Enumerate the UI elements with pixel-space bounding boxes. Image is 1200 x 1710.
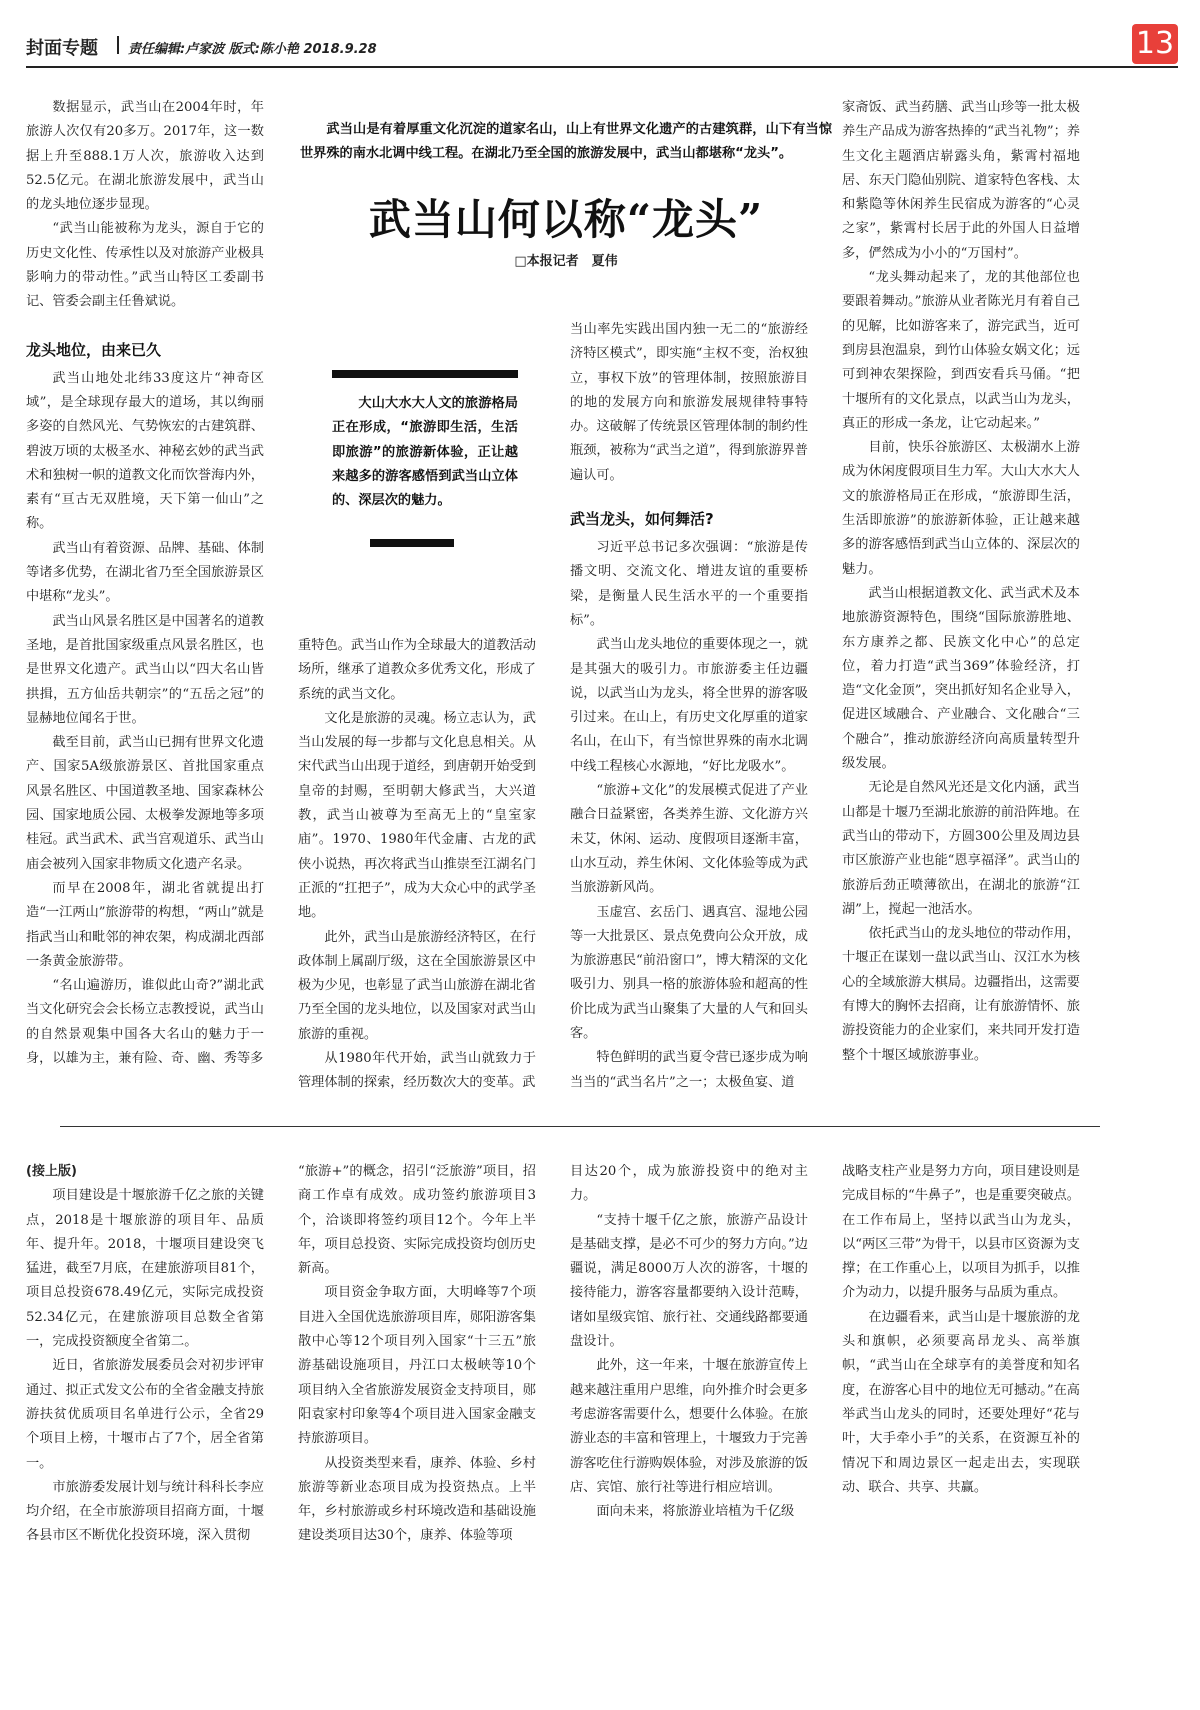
paragraph: 截至目前，武当山已拥有世界文化遗产、国家5A级旅游景区、首批国家重点风景名胜区、中国道教圣地、国家森林公园、国家地质公园、太极拳发源地等多项桂冠。武当武术、武当宫观道乐、武当山庙会被列入国家非物质文化遗产名录。 — [26, 735, 264, 872]
section-heading-dragon-dance: 武当龙头，如何舞活? — [570, 510, 714, 529]
paragraph: 文化是旅游的灵魂。杨立志认为，武当山发展的每一步都与文化息息相关。从宋代武当山出现于道经，到唐朝开始受到皇帝的封赐，至明朝大修武当，大兴道教，武当山被尊为至高无上的“皇室家庙”。1970、1980年代金庸、古龙的武侠小说热，再次将武当山推崇至江湖名门正派的“扛把子”，成为大众心中的武学圣地。 — [298, 710, 536, 921]
pull-quote-bottom-bar — [370, 539, 454, 547]
paragraph: 近日，省旅游发展委员会对初步评审通过、拟正式发文公布的全省金融支持旅游扶贫优质项目名单进行公示，全省29个项目上榜，十堰市占了7个，居全省第一。 — [26, 1358, 264, 1471]
section-label: 封面专题 — [26, 38, 98, 59]
paragraph: 项目资金争取方面，大明峰等7个项目进入全国优选旅游项目库，郧阳游客集散中心等12个项目列入国家“十三五”旅游基础设施项目，丹江口太极峡等10个项目纳入全省旅游发展资金支持项目，郧阳袁家村印象等4个项目进入国家金融支持旅游项目。 — [298, 1285, 536, 1447]
paragraph: “旅游+文化”的发展模式促进了产业融合日益紧密，各类养生游、文化游方兴未艾，休闲、运动、度假项目逐渐丰富，山水互动，养生休闲、文化体验等成为武当旅游新风尚。 — [570, 783, 808, 896]
continued-label: (接上版) — [26, 1164, 77, 1179]
article-column-4 — [842, 96, 1080, 1068]
paragraph: 面向未来，将旅游业培植为千亿级 — [596, 1504, 795, 1520]
paragraph: 目达20个，成为旅游投资中的绝对主力。 — [570, 1164, 808, 1204]
article-lead: 武当山是有着厚重文化沉淀的道家名山，山上有世界文化遗产的古建筑群，山下有当惊世界殊的南水北调中线工程。在湖北乃至全国的旅游发展中，武当山都堪称“龙头”。 — [300, 122, 832, 162]
paragraph: 无论是自然风光还是文化内涵，武当山都是十堰乃至湖北旅游的前沿阵地。在武当山的带动下，方圆300公里及周边县市区旅游产业也能“恩享福泽”。武当山的旅游后劲正喷薄欲出，在湖北的旅游“江湖”上，搅起一池活水。 — [842, 780, 1080, 917]
continued-column-3 — [570, 1160, 808, 1524]
paragraph: 此外，这一年来，十堰在旅游宣传上越来越注重用户思维，向外推介时会更多考虑游客需要什么，想要什么体验。在旅游业态的丰富和管理上，十堰致力于完善游客吃住行游购娱体验，对涉及旅游的饭店、宾馆、旅行社等进行相应培训。 — [570, 1358, 808, 1495]
paragraph: 特色鲜明的武当夏令营已逐步成为响当当的“武当名片”之一；太极鱼宴、道 — [570, 1050, 808, 1090]
header-separator — [117, 36, 119, 54]
article-column-3 — [570, 318, 808, 1095]
paragraph: 从1980年代开始，武当山就致力于管理体制的探索，经历数次大的变革。武 — [298, 1051, 536, 1091]
paragraph: 项目建设是十堰旅游千亿之旅的关键点，2018是十堰旅游的项目年、品质年、提升年。2018，十堰项目建设突飞猛进，截至7月底，在建旅游项目81个，项目总投资678.49亿元，实际完成投资52.34亿元，在建旅游项目总数全省第一，完成投资额度全省第二。 — [26, 1188, 264, 1350]
page-number-badge: 13 — [1132, 24, 1178, 64]
paragraph: 战略支柱产业是努力方向，项目建设则是完成目标的“牛鼻子”，也是重要突破点。在工作布局上，坚持以武当山为龙头，以“两区三带”为骨干，以县市区资源为支撑；在工作重心上，以项目为抓手，以推介为动力，以提升服务与品质为重点。 — [842, 1164, 1080, 1301]
paragraph: 目前，快乐谷旅游区、太极湖水上游成为休闲度假项目生力军。大山大水大人文的旅游格局正在形成，“旅游即生活，生活即旅游”的旅游新体验，正让越来越多的游客感悟到武当山立体的、深层次的魅力。 — [842, 440, 1080, 577]
paragraph: “武当山能被称为龙头，源自于它的历史文化性、传承性以及对旅游产业极具影响力的带动性。”武当山特区工委副书记、管委会副主任鲁斌说。 — [26, 221, 264, 310]
header-rule — [26, 66, 1178, 68]
section-divider — [60, 1126, 1100, 1127]
paragraph: “支持十堰千亿之旅，旅游产品设计是基础支撑，是必不可少的努力方向。”边疆说，满足8000万人次的游客，十堰的接待能力，游客容量都要纳入设计范畴，诸如星级宾馆、旅行社、交通线路都要通盘设计。 — [570, 1212, 808, 1350]
paragraph: 在边疆看来，武当山是十堰旅游的龙头和旗帜，必须要高昂龙头、高举旗帜，“武当山在全球享有的美誉度和知名度，在游客心目中的地位无可撼动。”在高举武当山龙头的同时，还要处理好“花与叶，大手牵小手”的关系，在资源互补的情况下和周边景区一起走出去，实现联动、联合、共享、共赢。 — [842, 1309, 1080, 1495]
article-column-1 — [26, 96, 264, 1071]
paragraph: 武当山根据道教文化、武当武术及本地旅游资源特色，围绕“国际旅游胜地、东方康养之都、民族文化中心”的总定位，着力打造“武当369”体验经济，打造“文化金顶”，突出抓好知名企业导入，促进区域融合、产业融合、文化融合“三个融合”，推动旅游经济向高质量转型升级发展。 — [842, 585, 1080, 772]
pull-quote-top-bar — [332, 370, 518, 378]
paragraph: 习近平总书记多次强调：“旅游是传播文明、交流文化、增进友谊的重要桥梁，是衡量人民生活水平的一个重要指标”。 — [570, 540, 808, 628]
paragraph: “龙头舞动起来了，龙的其他部位也要跟着舞动。”旅游从业者陈光月有着自己的见解，比如游客来了，游完武当，近可到房县泡温泉，到竹山体验女娲文化；远可到神农架探险，到西安看兵马俑。“把十堰所有的文化景点，以武当山为龙头，真正的形成一条龙，让它动起来。” — [842, 270, 1080, 431]
paragraph: “旅游+”的概念，招引“泛旅游”项目，招商工作卓有成效。成功签约旅游项目3个，洽谈即将签约项目12个。今年上半年，项目总投资、实际完成投资均创历史新高。 — [298, 1164, 536, 1277]
paragraph: 武当山地处北纬33度这片“神奇区域”，是全球现存最大的道场，其以绚丽多姿的自然风光、气势恢宏的古建筑群、碧波万顷的太极圣水、神秘玄妙的武当武术和独树一帜的道教文化而饮誉海内外，素有“亘古无双胜境，天下第一仙山”之称。 — [26, 370, 264, 532]
article-headline: 武当山何以称“龙头” — [368, 195, 764, 244]
paragraph: 依托武当山的龙头地位的带动作用，十堰正在谋划一盘以武当山、汉江水为核心的全域旅游大棋局。边疆指出，这需要有博大的胸怀去招商，让有旅游情怀、旅游投资能力的企业家们，来共同开发打造整个十堰区域旅游事业。 — [842, 926, 1080, 1063]
page-header — [26, 26, 1178, 64]
continued-column-2 — [298, 1160, 536, 1549]
continued-column-1 — [26, 1160, 264, 1549]
paragraph: 武当山有着资源、品牌、基础、体制等诸多优势，在湖北省乃至全国旅游景区中堪称“龙头”。 — [26, 540, 264, 605]
pull-quote: 大山大水大人文的旅游格局正在形成，“旅游即生活，生活即旅游”的旅游新体验，正让越来越多的游客感悟到武当山立体的、深层次的魅力。 — [332, 396, 518, 509]
paragraph: 家斋饭、武当药膳、武当山珍等一批太极养生产品成为游客热捧的“武当礼物”；养生文化主题酒店崭露头角，紫霄村福地居、东天门隐仙别院、道家特色客栈、太和紫隐等休闲养生民宿成为游客的“心灵之家”，紫霄村长居于此的外国人日益增多，俨然成为小小的“万国村”。 — [842, 100, 1080, 261]
paragraph: 武当山龙头地位的重要体现之一，就是其强大的吸引力。市旅游委主任边疆说，以武当山为龙头，将全世界的游客吸引过来。在山上，有历史文化厚重的道家名山，在山下，有当惊世界殊的南水北调中线工程核心水源地，“好比龙吸水”。 — [570, 637, 808, 774]
paragraph: 当山率先实践出国内独一无二的“旅游经济特区模式”，即实施“主权不变，治权独立，事权下放”的管理体制，按照旅游目的地的发展方向和旅游发展规律特事特办。这破解了传统景区管理体制的制约性瓶颈，被称为“武当之道”，得到旅游界普遍认可。 — [570, 322, 808, 483]
editor-credits: 责任编辑:卢家波 版式:陈小艳 2018.9.28 — [128, 42, 377, 57]
paragraph: 重特色。武当山作为全球最大的道教活动场所，继承了道教众多优秀文化，形成了系统的武当文化。 — [298, 638, 536, 702]
paragraph: 数据显示，武当山在2004年时，年旅游人次仅有20多万。2017年，这一数据上升至888.1万人次，旅游收入达到52.5亿元。在湖北旅游发展中，武当山的龙头地位逐步显现。 — [26, 100, 264, 213]
paragraph: 市旅游委发展计划与统计科科长李应均介绍，在全市旅游项目招商方面，十堰各县市区不断优化投资环境，深入贯彻 — [26, 1479, 264, 1544]
paragraph: “名山遍游历，谁似此山奇?”湖北武当文化研究会会长杨立志教授说，武当山的自然景观集中国各大名山的魅力于一身，以雄为主，兼有险、奇、幽、秀等多 — [26, 978, 264, 1066]
article-byline: □本报记者 夏伟 — [514, 254, 618, 269]
paragraph: 而早在2008年，湖北省就提出打造“一江两山”旅游带的构想，“两山”就是指武当山和毗邻的神农架，构成湖北西部一条黄金旅游带。 — [26, 880, 264, 969]
section-heading-leading-position: 龙头地位，由来已久 — [26, 340, 162, 359]
paragraph: 从投资类型来看，康养、体验、乡村旅游等新业态项目成为投资热点。上半年，乡村旅游或乡村环境改造和基础设施建设类项目达30个，康养、体验等项 — [298, 1455, 536, 1544]
continued-column-4 — [842, 1160, 1080, 1500]
article-column-2 — [298, 634, 536, 1096]
paragraph: 玉虚宫、玄岳门、遇真宫、湿地公园等一大批景区、景点免费向公众开放，成为旅游惠民“前沿窗口”，博大精深的文化吸引力、别具一格的旅游体验和超高的性价比成为武当山聚集了大量的人气和回头客。 — [570, 904, 808, 1042]
paragraph: 武当山风景名胜区是中国著名的道教圣地，是首批国家级重点风景名胜区，也是世界文化遗产。武当山以“四大名山皆拱揖，五方仙岳共朝宗”的“五岳之冠”的显赫地位闻名于世。 — [26, 613, 264, 726]
paragraph: 此外，武当山是旅游经济特区，在行政体制上属副厅级，这在全国旅游景区中极为少见，也彰显了武当山旅游在湖北省乃至全国的龙头地位，以及国家对武当山旅游的重视。 — [298, 929, 536, 1042]
